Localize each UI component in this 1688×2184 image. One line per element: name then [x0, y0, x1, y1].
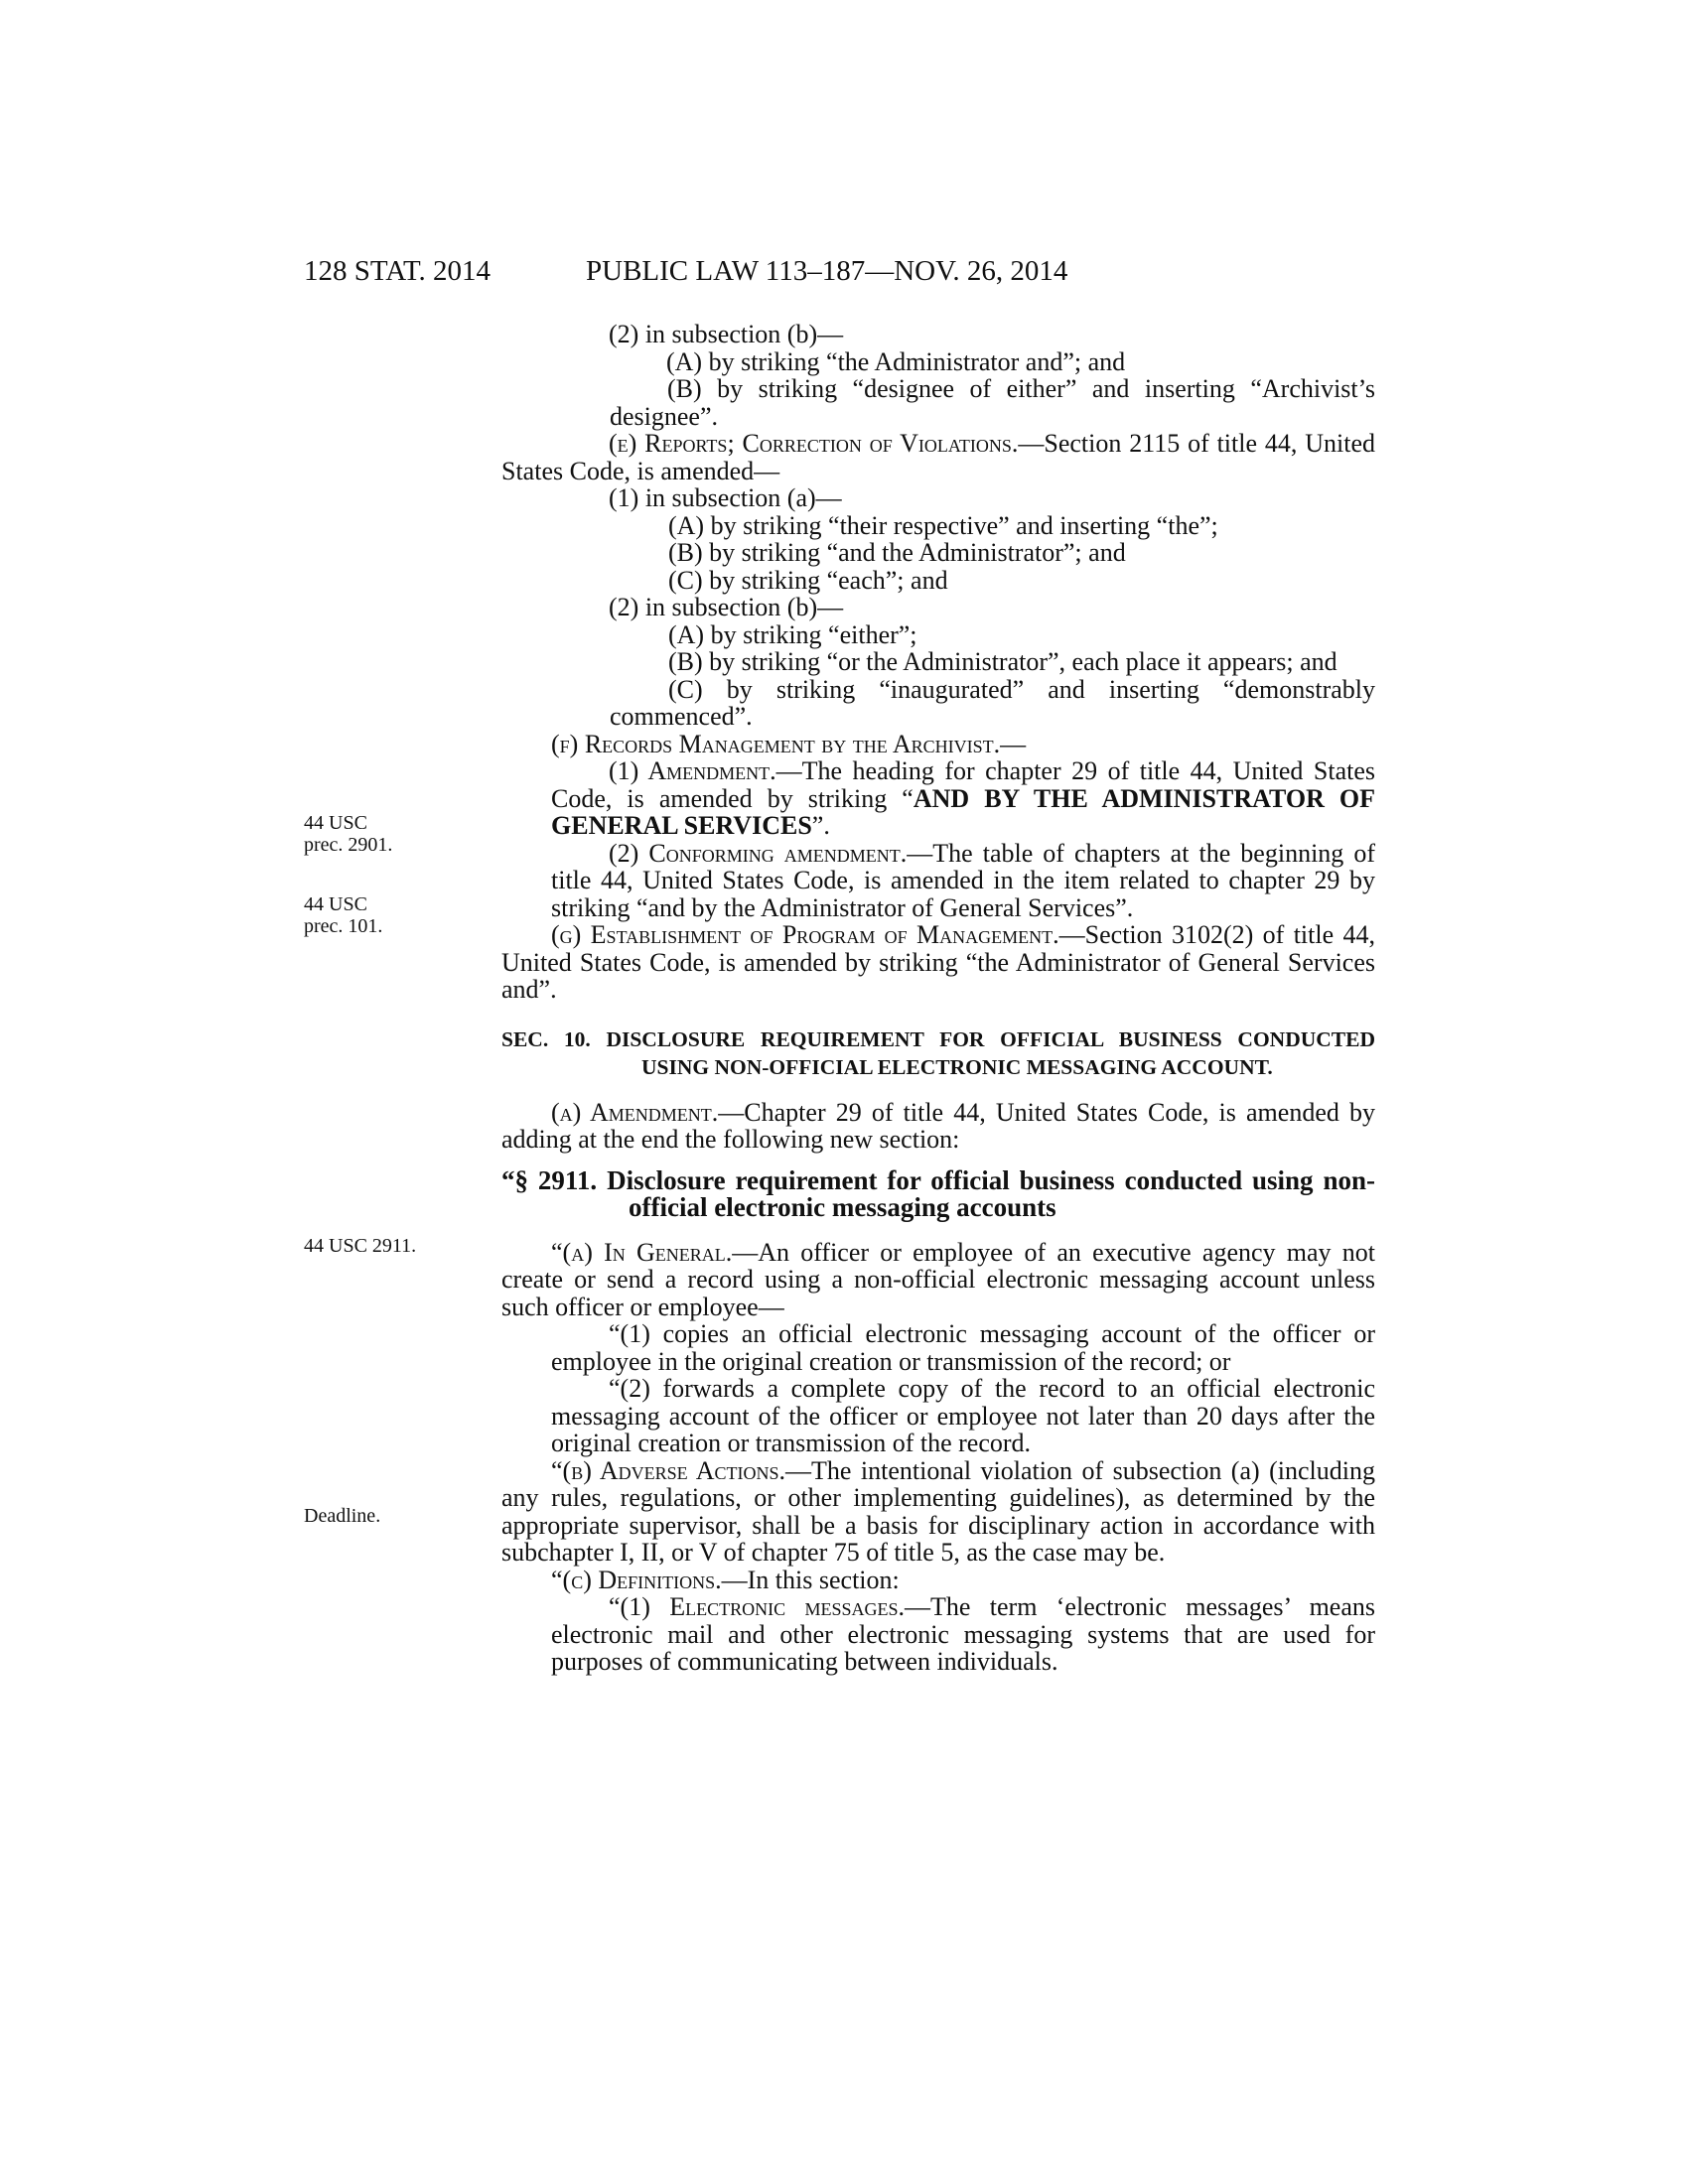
paragraph [501, 1099, 1375, 1154]
paragraph-text: —The heading for chapter 29 of title 44, United States Code, is amended by striking “ [551, 756, 1375, 813]
paragraph [501, 1593, 1375, 1676]
paragraph [501, 757, 1375, 840]
paragraph: (A) by striking “either”; [668, 619, 917, 649]
paragraph: (B) by striking “and the Administrator”; and [668, 538, 1126, 567]
margin-note-line: prec. 101. [304, 915, 383, 937]
paragraph-heading: (2) Conforming amendment. [609, 838, 908, 868]
paragraph-text: —An officer or employee of an executive agency may not create or send a record using a non-official electronic messaging account unless such officer or employee— [501, 1237, 1375, 1321]
paragraph [501, 1567, 1375, 1594]
paragraph-heading: (f) Records Management by the Archivist. [551, 729, 1001, 758]
paragraph-text: —Section 2115 of title 44, United States Code, is amended— [501, 429, 1375, 485]
paragraph: (B) by striking “designee of either” and inserting “Archivist’s designee”. [610, 374, 1375, 431]
paragraph-heading: “(c) Definitions. [551, 1565, 722, 1594]
struck-heading-text: AND BY THE ADMINISTRATOR OF GENERAL SERVICES [551, 783, 1376, 840]
margin-note-line: 44 USC [304, 812, 367, 834]
paragraph: (A) by striking “the Administrator and”; and [666, 346, 1126, 376]
paragraph: (C) by striking “inaugurated” and inserting “demonstrably commenced”. [610, 674, 1375, 731]
page-stat-citation: 128 STAT. 2014 [304, 255, 492, 287]
paragraph [501, 921, 1375, 1004]
margin-note [304, 812, 392, 856]
running-header: PUBLIC LAW 113–187—NOV. 26, 2014 [586, 255, 1068, 287]
paragraph-text: —The term ‘electronic messages’ means electronic mail and other electronic messaging systems that are used for purposes of communicating between individuals. [551, 1592, 1375, 1676]
paragraph-text: ”. [811, 811, 830, 840]
paragraph [501, 430, 1375, 484]
margin-note-line: 44 USC [304, 893, 367, 915]
margin-note: 44 USC 2911. [304, 1235, 417, 1257]
paragraph: (A) by striking “their respective” and inserting “the”; [668, 510, 1218, 540]
paragraph: (2) in subsection (b)— [609, 320, 844, 348]
paragraph: (C) by striking “each”; and [668, 565, 948, 595]
margin-note-line: prec. 2901. [304, 834, 393, 856]
paragraph-text: —Chapter 29 of title 44, United States Code, is amended by adding at the end the following new section: [501, 1097, 1375, 1154]
margin-note: Deadline. [304, 1505, 381, 1527]
new-section-heading: “§ 2911. Disclosure requirement for official business conducted using non-official electronic messaging accounts [501, 1164, 1375, 1222]
paragraph [501, 1239, 1375, 1321]
paragraph-heading: (g) Establishment of Program of Management. [551, 920, 1059, 949]
paragraph: “(1) copies an official electronic messaging account of the officer or employee in the original creation or transmission of the record; or [551, 1319, 1375, 1376]
paragraph-heading: “(a) In General. [551, 1237, 733, 1267]
paragraph: (2) in subsection (b)— [609, 593, 844, 621]
paragraph-text: —Section 3102(2) of title 44, United States Code, is amended by striking “the Administrator of General Services and”. [501, 920, 1375, 1004]
paragraph-heading: (1) Amendment. [609, 756, 776, 785]
document-body [501, 321, 1375, 1676]
paragraph-text: —The table of chapters at the beginning of title 44, United States Code, is amended in the item related to chapter 29 by striking “and by the Administrator of General Services”. [551, 838, 1375, 922]
paragraph [501, 1457, 1375, 1567]
paragraph-heading: “(1) Electronic messages. [609, 1592, 905, 1621]
section-heading: SEC. 10. DISCLOSURE REQUIREMENT FOR OFFICIAL BUSINESS CONDUCTED USING NON-OFFICIAL ELECTRONIC MESSAGING ACCOUNT. [501, 1026, 1375, 1079]
paragraph-text: — [1000, 729, 1027, 758]
paragraph-text: —The intentional violation of subsection (a) (including any rules, regulations, or other implementing guidelines), as determined by the appropriate supervisor, shall be a basis for disciplinary action in accordance with subchapter I, II, or V of chapter 75 of title 5, as the case may be. [501, 1455, 1376, 1567]
paragraph: (1) in subsection (a)— [609, 483, 842, 512]
paragraph-heading: “(b) Adverse Actions. [551, 1455, 785, 1485]
paragraph: (B) by striking “or the Administrator”, each place it appears; and [668, 647, 1337, 676]
margin-note [304, 893, 382, 937]
paragraph-text: —In this section: [721, 1565, 900, 1594]
paragraph-heading: (a) Amendment. [551, 1097, 719, 1127]
paragraph: “(2) forwards a complete copy of the record to an official electronic messaging account of the officer or employee not later than 20 days after the original creation or transmission of the record. [551, 1374, 1375, 1457]
paragraph [501, 840, 1375, 922]
paragraph [501, 731, 1375, 758]
paragraph-heading: (e) Reports; Correction of Violations. [609, 429, 1019, 458]
